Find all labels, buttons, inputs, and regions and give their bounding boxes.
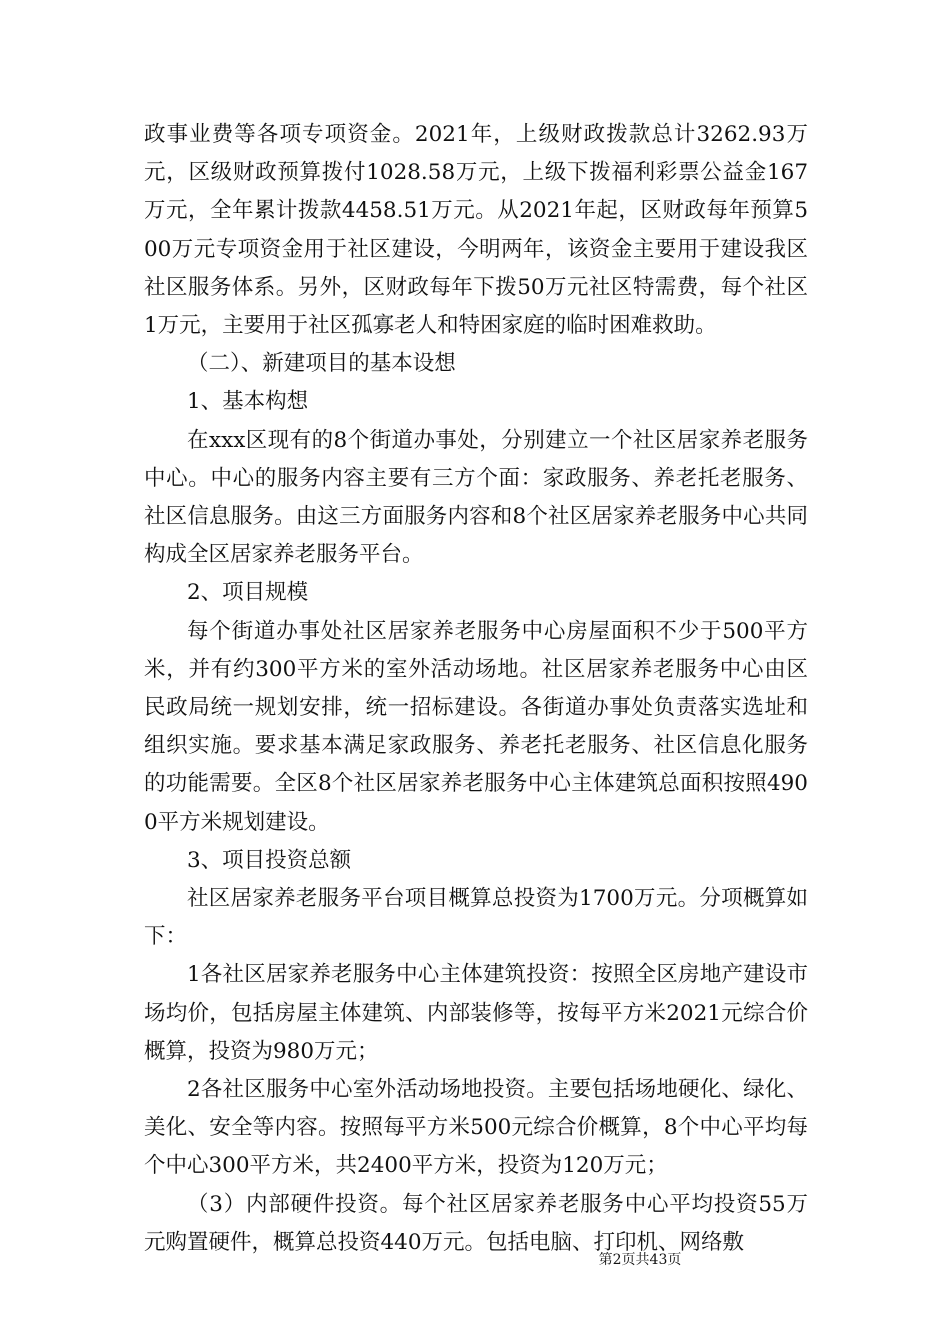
subheading-basic-concept: 1、基本构想: [187, 389, 309, 415]
paragraph-basic-concept: 在xxx区现有的8个街道办事处，分别建立一个社区居家养老服务中心。中心的服务内容主要有三方个面：家政服务、养老托老服务、社区信息服务。由这三方面服务内容和8个社区居家养老服务中心共同构成全区居家养老服务平台。: [144, 427, 808, 568]
paragraph-project-scale: 每个街道办事处社区居家养老服务中心房屋面积不少于500平方米，并有约300平方米的室外活动场地。社区居家养老服务中心由区民政局统一规划安排，统一招标建设。各街道办事处负责落实选址和组织实施。要求基本满足家政服务、养老托老服务、社区信息化服务的功能需要。全区8个社区居家养老服务中心主体建筑总面积按照4900平方米规划建设。: [144, 618, 808, 835]
paragraph-investment-item-3: （3）内部硬件投资。每个社区居家养老服务中心平均投资55万元购置硬件，概算总投资440万元。包括电脑、打印机、网络敷: [144, 1191, 808, 1255]
subheading-project-scale: 2、项目规模: [187, 580, 309, 606]
section-heading-new-project: （二）、新建项目的基本设想: [187, 351, 456, 377]
page-number: 第2页共43页: [598, 1252, 682, 1268]
paragraph-investment-total: 社区居家养老服务平台项目概算总投资为1700万元。分项概算如下：: [144, 886, 808, 950]
paragraph-funding: 政事业费等各项专项资金。2021年，上级财政拨款总计3262.93万元，区级财政预算拨付1028.58万元，上级下拨福利彩票公益金167万元，全年累计拨款4458.51万元。从2021年起，区财政每年预算500万元专项资金用于社区建设，今明两年，该资金主要用于建设我区社区服务体系。另外，区财政每年下拨50万元社区特需费，每个社区1万元，主要用于社区孤寡老人和特困家庭的临时困难救助。: [144, 122, 808, 339]
subheading-investment-total: 3、项目投资总额: [187, 847, 352, 873]
document-body: [144, 116, 808, 1262]
paragraph-investment-item-1: 1各社区居家养老服务中心主体建筑投资：按照全区房地产建设市场均价，包括房屋主体建筑、内部装修等，按每平方米2021元综合价概算，投资为980万元；: [144, 962, 808, 1064]
page-footer: [0, 1249, 950, 1269]
paragraph-investment-item-2: 2各社区服务中心室外活动场地投资。主要包括场地硬化、绿化、美化、安全等内容。按照每平方米500元综合价概算，8个中心平均每个中心300平方米，共2400平方米，投资为120万元；: [144, 1077, 809, 1179]
